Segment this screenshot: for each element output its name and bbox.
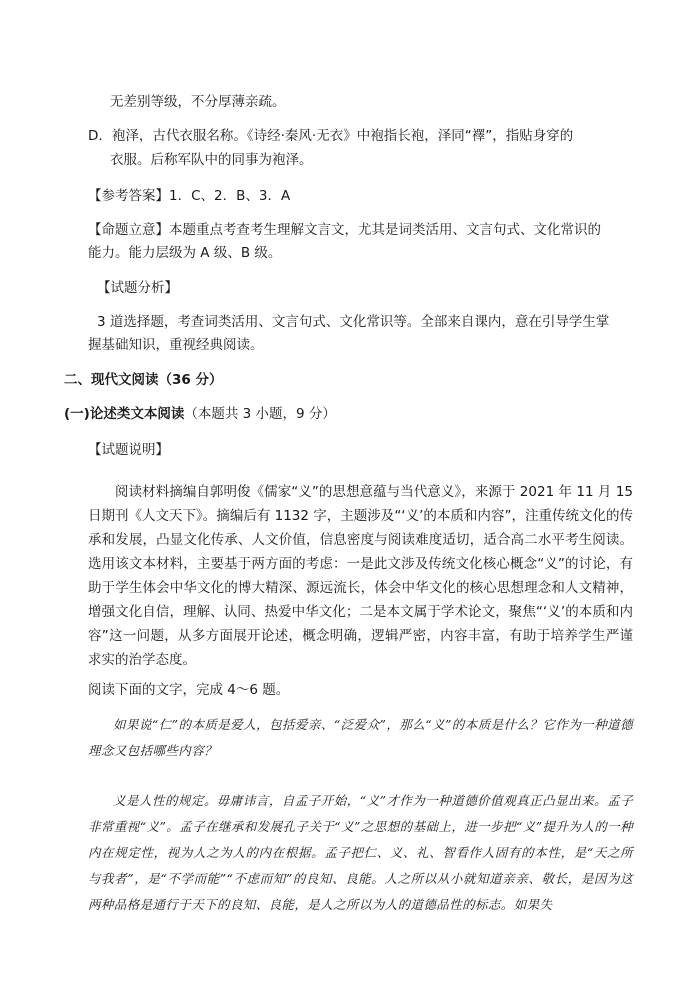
quote-paragraph-1: [88, 712, 633, 764]
analysis-line1: 3 道选择题，考查词类活用、文言句式、文化常识等。全部来自课内，意在引导学生掌: [97, 314, 610, 330]
analysis-line2: 握基础知识，重视经典阅读。: [88, 337, 264, 353]
quote-paragraph-2: [88, 788, 633, 918]
intent-line1: [88, 220, 633, 240]
intent-line2: 能力。能力层级为 A 级、B 级。: [88, 245, 282, 261]
subsection-heading: [64, 404, 609, 424]
option-d-line2: 衣服。后称军队中的同事为袍泽。: [110, 152, 313, 168]
explain-text: 阅读材料摘编自郭明俊《儒家“义”的思想意蕴与当代意义》，来源于 2021 年 11 月 15 日期刊《人文天下》。摘编后有 1132 字，主题涉及“‘义’的本质和内容”，注重传统文化的传承和发展，凸显文化传承、人文价值，信息密度与阅读难度适切，适合高二水平考生阅读。选用该文本材料，主要基于两方面的考虑：一是此文涉及传统文化核心概念“义”的讨论，有助于学生体会中华文化的博大精深、源远流长，体会中华文化的核心思想理念和人文精神，增强文化自信，理解、认同、热爱中华文化；二是本文属于学术论文，聚焦“‘义’的本质和内容”这一问题，从多方面展开论述，概念明确，逻辑严密，内容丰富，有助于培养学生严谨求实的治学态度。: [88, 484, 633, 668]
option-d-line1: D．袍泽，古代衣服名称。《诗经·秦风·无衣》中袍指长袍，泽同“襗”，指贴身穿的: [88, 128, 574, 144]
quote-2-text: 义是人性的规定。毋庸讳言，自孟子开始，“义”才作为一种道德价值观真正凸显出来。孟子非常重视“义”。孟子在继承和发展孔子关于“义”之思想的基础上，进一步把“义”提升为人的一种内在规定性，视为人之为人的内在根据。孟子把仁、义、礼、智看作人固有的本性，是“天之所与我者”，是“不学而能”“不虑而知”的良知、良能。人之所以从小就知道亲亲、敬长，是因为这两种品格是通行于天下的良知、良能，是人之所以为人的道德品性的标志。如果失: [88, 793, 634, 912]
subsection-label: (一)论述类文本阅读: [64, 406, 185, 422]
quote-1-text: 如果说“仁”的本质是爱人，包括爱亲、“泛爱众”，那么“义”的本质是什么？它作为一种道德理念又包括哪些内容？: [88, 717, 633, 758]
subsection-note: （本题共 3 小题，9 分）: [184, 406, 336, 422]
intent-text: 本题重点考查考生理解文言文，尤其是词类活用、文言句式、文化常识的: [169, 222, 601, 238]
explain-label: 【试题说明】: [88, 442, 169, 458]
read-prompt: 阅读下面的文字，完成 4～6 题。: [88, 682, 290, 698]
section-heading: 二、现代文阅读（36 分）: [64, 372, 223, 388]
option-c-continuation: 无差别等级，不分厚薄亲疏。: [110, 94, 286, 110]
intent-label: 【命题立意】: [88, 222, 169, 238]
analysis-label: 【试题分析】: [97, 280, 178, 296]
reference-answer: 【参考答案】1．C、2．B、3．A: [88, 188, 291, 204]
explain-paragraph: [88, 480, 633, 672]
